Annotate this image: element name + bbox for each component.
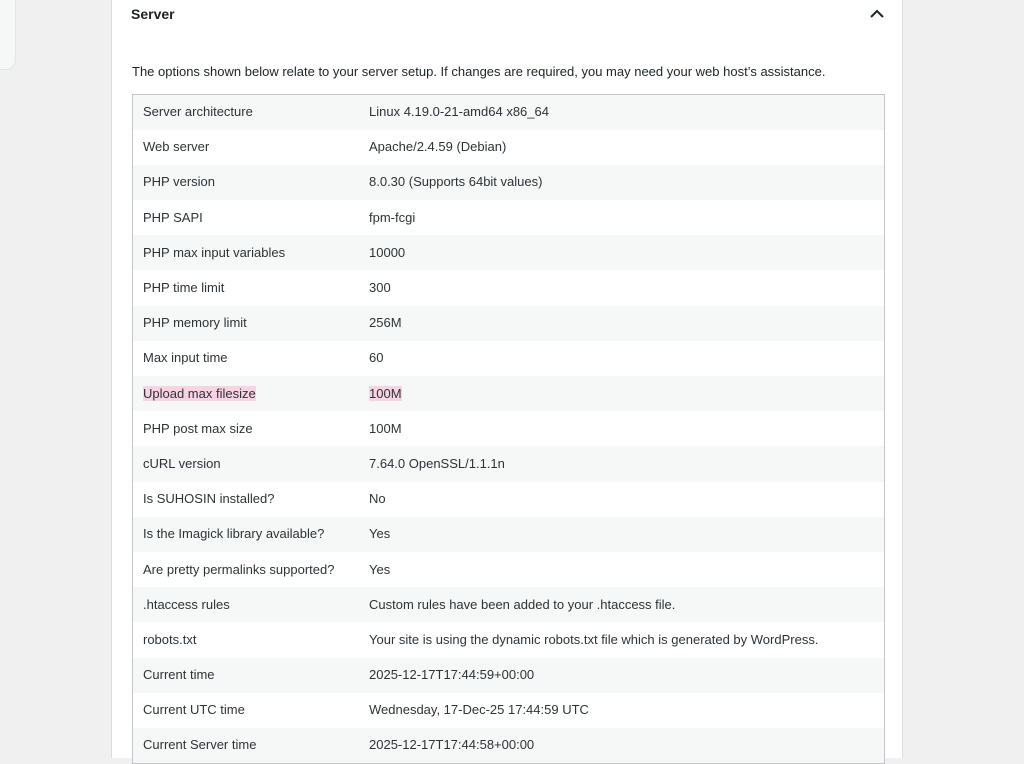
row-value: 300 [369, 280, 391, 296]
row-value-cell [359, 622, 885, 657]
table-row [133, 587, 885, 622]
row-label: robots.txt [143, 631, 197, 647]
row-value-cell [359, 306, 885, 341]
section-description: The options shown below relate to your server setup. If changes are required, you may need your web host’s assistance. [132, 64, 826, 79]
row-label: Server architecture [143, 104, 253, 120]
adjacent-panel-edge [0, 0, 16, 70]
row-label-cell [133, 235, 360, 270]
row-label-cell [133, 622, 360, 657]
row-label: Current time [143, 667, 215, 683]
row-label: PHP time limit [143, 280, 225, 296]
row-label-cell [133, 446, 360, 481]
table-row [133, 411, 885, 446]
row-label: Web server [143, 139, 210, 155]
table-row [133, 165, 885, 200]
row-value: Yes [369, 561, 391, 577]
server-info-table [132, 94, 885, 764]
row-value: fpm-fcgi [369, 209, 416, 225]
row-label-cell [133, 517, 360, 552]
row-label-cell [133, 376, 360, 411]
row-value-cell [359, 376, 885, 411]
row-label-cell [133, 341, 360, 376]
row-label: Are pretty permalinks supported? [143, 561, 335, 577]
row-value: No [369, 491, 386, 507]
collapse-toggle-button[interactable] [866, 3, 888, 25]
table-row [133, 341, 885, 376]
table-row [133, 693, 885, 728]
row-label: Is SUHOSIN installed? [143, 491, 275, 507]
row-value: Linux 4.19.0-21-amd64 x86_64 [369, 104, 549, 120]
row-value-cell [359, 728, 885, 763]
table-row [133, 306, 885, 341]
row-label: Current Server time [143, 737, 257, 753]
table-row [133, 235, 885, 270]
row-value-cell [359, 693, 885, 728]
table-row [133, 658, 885, 693]
row-label: cURL version [143, 455, 221, 471]
table-row [133, 728, 885, 763]
accordion-header[interactable] [112, 0, 902, 38]
row-label-cell [133, 130, 360, 165]
row-value-cell [359, 95, 885, 130]
row-value-cell [359, 130, 885, 165]
table-row [133, 622, 885, 657]
table-row [133, 552, 885, 587]
row-value-cell [359, 482, 885, 517]
server-info-panel [111, 0, 903, 758]
row-label-cell [133, 165, 360, 200]
row-value: Wednesday, 17-Dec-25 17:44:59 UTC [369, 702, 589, 718]
row-value: 60 [369, 350, 384, 366]
row-value-cell [359, 411, 885, 446]
row-value-cell [359, 552, 885, 587]
row-value: 2025-12-17T17:44:58+00:00 [369, 737, 535, 753]
table-row [133, 376, 885, 411]
row-value: Custom rules have been added to your .htaccess file. [369, 596, 676, 612]
row-value: 7.64.0 OpenSSL/1.1.1n [369, 455, 505, 471]
row-value-cell [359, 341, 885, 376]
table-row [133, 517, 885, 552]
row-label-cell [133, 552, 360, 587]
row-value-cell [359, 446, 885, 481]
table-row [133, 95, 885, 130]
chevron-up-icon [866, 3, 888, 25]
row-value-cell [359, 235, 885, 270]
row-label-cell [133, 200, 360, 235]
row-value: 2025-12-17T17:44:59+00:00 [369, 667, 535, 683]
row-label: Current UTC time [143, 702, 245, 718]
row-value-cell [359, 200, 885, 235]
table-row [133, 482, 885, 517]
row-value: 256M [369, 315, 402, 331]
row-label: Is the Imagick library available? [143, 526, 325, 542]
table-row [133, 130, 885, 165]
table-row [133, 270, 885, 305]
row-label-cell [133, 411, 360, 446]
section-title: Server [131, 6, 175, 22]
row-value-cell [359, 165, 885, 200]
row-value: 10000 [369, 244, 406, 260]
row-label: PHP post max size [143, 420, 253, 436]
row-label: PHP version [143, 174, 216, 190]
table-row [133, 200, 885, 235]
row-label-cell [133, 95, 360, 130]
row-value-cell [359, 270, 885, 305]
row-label-cell [133, 587, 360, 622]
table-row [133, 446, 885, 481]
row-label-cell [133, 693, 360, 728]
row-value-cell [359, 587, 885, 622]
row-value: Your site is using the dynamic robots.txt file which is generated by WordPress. [369, 631, 819, 647]
row-label-cell [133, 482, 360, 517]
row-label: PHP SAPI [143, 209, 203, 225]
row-label-cell [133, 728, 360, 763]
row-value: Apache/2.4.59 (Debian) [369, 139, 507, 155]
row-label-cell [133, 270, 360, 305]
row-value-cell [359, 517, 885, 552]
row-value: 100M [369, 420, 402, 436]
row-label-cell [133, 306, 360, 341]
row-label: Max input time [143, 350, 228, 366]
row-label: PHP max input variables [143, 244, 286, 260]
row-value: 8.0.30 (Supports 64bit values) [369, 174, 543, 190]
row-label: .htaccess rules [143, 596, 230, 612]
row-value: 100M [369, 385, 402, 401]
row-value: Yes [369, 526, 391, 542]
row-label: PHP memory limit [143, 315, 247, 331]
row-label: Upload max filesize [143, 385, 256, 401]
row-value-cell [359, 658, 885, 693]
row-label-cell [133, 658, 360, 693]
